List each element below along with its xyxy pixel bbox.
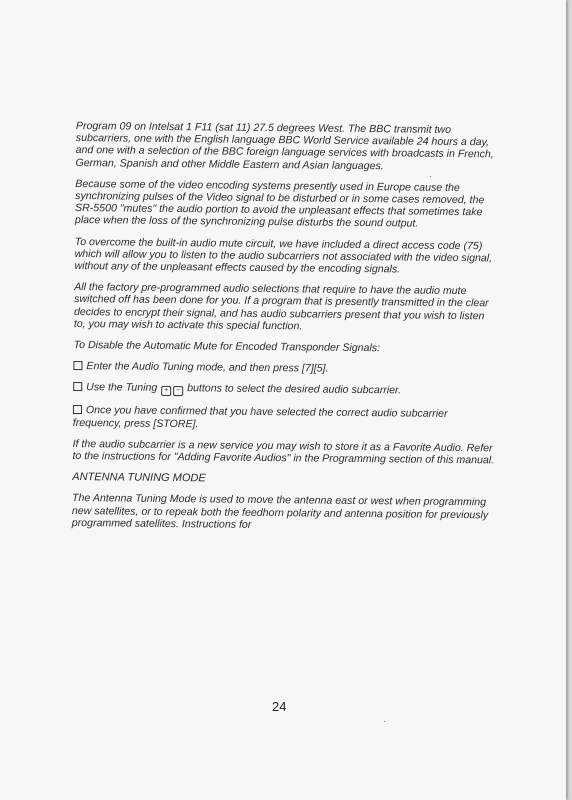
step-text-before: Use the Tuning bbox=[86, 381, 158, 395]
paragraph-factory-preprogrammed: All the factory pre-programmed audio selections that require to have the audio mute switched off has been done for you. If a program that is presently transmitted in the clear decides to encrypt their signal, and has audio subcarriers present that you wish to listen to, you may wish to activate this special function. bbox=[73, 281, 489, 333]
tuning-minus-icon: − bbox=[173, 386, 183, 396]
paragraph-favorite-audio: If the audio subcarrier is a new service you may wish to store it as a Favorite Audio. Refer to the instructions for "Adding Favorite Audios" in the Programming section of this manual. bbox=[72, 437, 495, 467]
page-number: 24 bbox=[272, 699, 287, 714]
step-text: Enter the Audio Tuning mode, and then press [7][5]. bbox=[86, 360, 329, 375]
body-text bbox=[72, 120, 500, 542]
paragraph-antenna-tuning: The Antenna Tuning Mode is used to move the antenna east or west when programming new satellites, or to repeak both the feedhorn polarity and antenna position for previously programmed satellites. Instructions for bbox=[71, 492, 489, 531]
paragraph-direct-access-code: To overcome the built-in audio mute circuit, we have included a direct access code (75) which will allow you to listen to the audio subcarriers not associated with the video signal, without any of the unpleasant effects caused by the encoding signals. bbox=[74, 235, 493, 276]
checkbox-icon bbox=[73, 382, 82, 391]
paragraph-bbc-program: Program 09 on Intelsat 1 F11 (sat 11) 27.5 degrees West. The BBC transmit two subcarriers, one with the English language BBC World Service available 24 hours a day, and one with a selection of the BBC foreign language services with broadcasts in French, German, Spanish and other Middle Eastern and Asian languages. bbox=[75, 120, 494, 172]
step-text: Once you have confirmed that you have selected the correct audio subcarrier frequency, press [STORE]. bbox=[72, 404, 448, 430]
step-confirm-store bbox=[73, 404, 497, 433]
checkbox-icon bbox=[73, 361, 82, 370]
step-enter-audio-tuning bbox=[73, 360, 497, 377]
scan-speck bbox=[384, 721, 385, 722]
tuning-plus-icon: + bbox=[161, 386, 171, 396]
section-heading: ANTENNA TUNING MODE bbox=[72, 471, 206, 485]
paragraph-disable-mute-intro: To Disable the Automatic Mute for Encoded Transponder Signals: bbox=[73, 339, 381, 355]
paragraph-video-encoding: Because some of the video encoding systems presently used in Europe cause the synchronizing pulses of the Video signal to be disturbed or in some cases removed, the SR-5500 "mutes" the audio portion to avoid the unpleasant effects that sometimes take place when the loss of the synchronizing pulse disturbs the sound output. bbox=[74, 177, 485, 231]
scan-speck bbox=[430, 176, 431, 177]
checkbox-icon bbox=[73, 405, 82, 414]
step-text-after: buttons to select the desired audio subcarrier. bbox=[187, 382, 402, 397]
step-use-tuning-buttons bbox=[73, 381, 497, 399]
